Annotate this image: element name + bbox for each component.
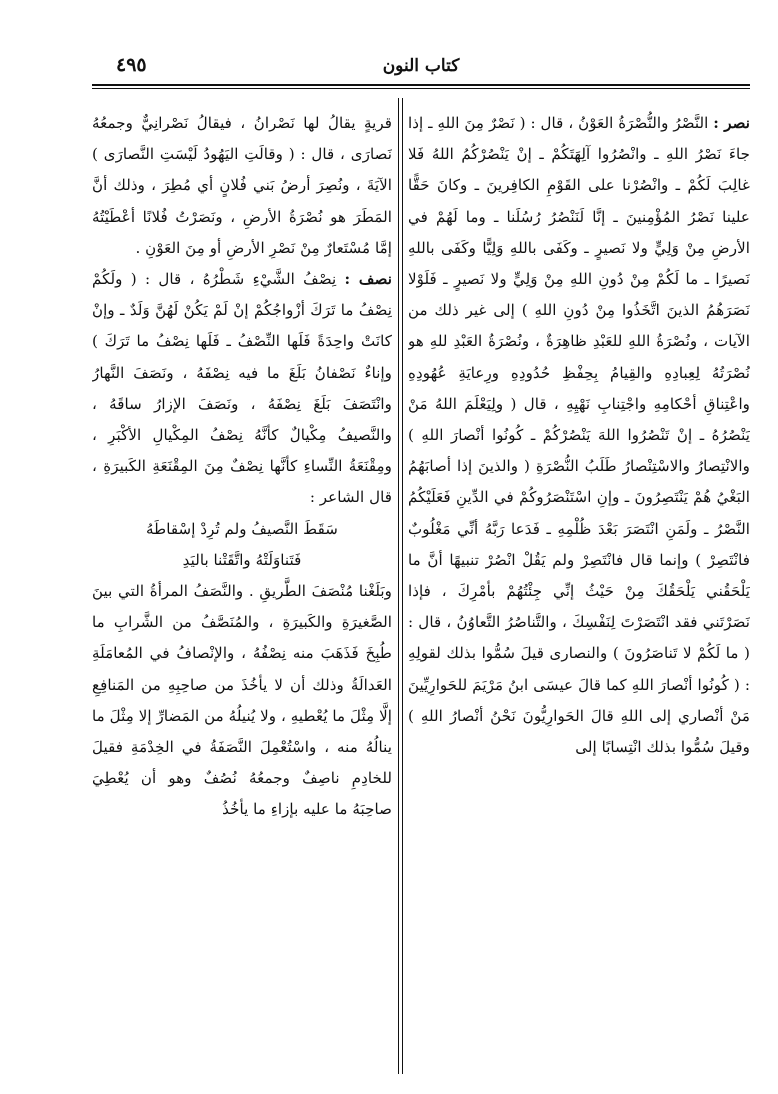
entry-nasf [92,264,392,514]
entry-nasr-continued: قريةٍ يقالُ لها نَصْرانُ ، فيقالُ نَصْرانِيٌّ وجمعُهُ نَصارَى ، قال : ( وقالَتِ اليَهُودُ لَيْسَتِ النَّصارَى ) الآيَةَ ، ونُصِرَ أرضُ بَني فُلانٍ أي مُطِرَ ، وذلك أنَّ المَطَرَ هو نُصْرَةُ الأرضِ ، ونَصَرْتُ فُلانًا أعْطَيْتُهُ إمَّا مُسْتَعارٌ مِنْ نَصْرِ الأرضِ أو مِنَ العَوْنِ . [92,114,392,257]
column-divider [398,98,399,1074]
chapter-title: كتاب النون [382,56,460,76]
entry-head-nasf: نصف : [344,270,392,289]
entry-text-nasf: نِصْفُ الشَّيْءِ شَطْرُهُ ، قال : ( ولَكُمْ نِصْفُ ما تَرَكَ أزْواجُكُمْ إنْ لَمْ يَكُنْ لَهُنَّ وَلَدٌ ـ وإنْ كانَتْ واحِدَةً فَلَها النِّصْفُ ـ فَلَها نِصْفُ ما تَرَكَ ) وإناءٌ نَصْفانُ بَلَغَ ما فيه نِصْفَهُ ، ونَصَفَ النَّهارُ وانْتَصَفَ بَلَغَ نِصْفَهُ ، ونَصَفَ الإزارُ ساقَهُ ، والنَّصيفُ مِكْيالٌ كأنَّهُ نِصْفُ المِكْيالِ الأكْبَرِ ، ومِقْنَعَةُ النِّساءِ كأنَّها نِصْفٌ مِنَ المِقْنَعَةِ الكَبيرَةِ ، قال الشاعر : [92,270,392,507]
right-column [408,108,750,1078]
poetry-verse [92,514,392,576]
left-column [92,108,392,1078]
verse-line-2: فَتَناوَلَتْهُ واتَّقَتْنا باليَدِ [182,550,302,569]
page-header [92,46,750,80]
header-rule [92,84,750,86]
entry-text-nasr: النَّصْرُ والنُّصْرَةُ العَوْنُ ، قال : ( نَصْرٌ مِنَ اللهِ ـ إذا جاءَ نَصْرُ اللهِ ـ وانْصُرُوا آلِهَتَكُمْ ـ إنْ يَنْصُرْكُمُ اللهُ فَلا غالِبَ لَكُمْ ـ وانْصُرْنا على القَوْمِ الكافِرينَ ـ وكانَ حَقًّا علينا نَصْرُ المُؤْمِنينَ ـ إنَّا لَنَنْصُرُ رُسُلَنا ـ وما لَهُمْ في الأرضِ مِنْ وَلِيٍّ ولا نَصيرٍ ـ وكَفَى باللهِ وَلِيًّا وكَفَى باللهِ نَصيرًا ـ ما لَكُمْ مِنْ دُونِ اللهِ مِنْ وَلِيٍّ ولا نَصيرٍ ـ فَلَوْلا نَصَرَهُمُ الذينَ اتَّخَذُوا مِنْ دُونِ اللهِ ) إلى غير ذلك من الآيات ، ونُصْرَةُ اللهِ للعَبْدِ ظاهِرَةٌ ، ونُصْرَةُ العَبْدِ للهِ هو نُصْرَتُهُ لِعِبادِهِ والقِيامُ بِحِفْظِ حُدُودِهِ ورِعايَةِ عُهُودِهِ واعْتِناقِ أحْكامِهِ واجْتِنابِ نَهْيِهِ ، قال ( ولِيَعْلَمَ اللهُ مَنْ يَنْصُرُهُ ـ إنْ تَنْصُرُوا اللهَ يَنْصُرْكُمْ ـ كُونُوا أنْصارَ اللهِ ) والانْتِصارُ والاسْتِنْصارُ طَلَبُ النُّصْرَةِ ( والذينَ إذا أصابَهُمُ البَغْيُ هُمْ يَنْتَصِرُونَ ـ وإنِ اسْتَنْصَرُوكُمْ في الدِّينِ فَعَلَيْكُمُ النَّصْرُ ـ ولَمَنِ انْتَصَرَ بَعْدَ ظُلْمِهِ ـ فَدَعا رَبَّهُ أنِّي مَغْلُوبٌ فانْتَصِرْ ) وإنما قال فانْتَصِرْ ولم يَقُلْ انْصُرْ تنبيهًا أنَّ ما يَلْحَقُني يَلْحَقُكَ مِنْ حَيْثُ إنِّي جِئْتُهُمْ بأمْرِكَ ، فإذا نَصَرْتَني فقد انْتَصَرْتَ لِنَفْسِكَ ، والتَّناصُرُ التَّعاوُنُ ، قال : ( ما لَكُمْ لا تَناصَرُونَ ) والنصارى قيلَ سُمُّوا بذلك لقولِهِ : ( كُونُوا أنْصارَ اللهِ كما قالَ عيسَى ابنُ مَرْيَمَ للحَوارِيِّينَ مَنْ أنْصاري إلى اللهِ قالَ الحَوارِيُّونَ نَحْنُ أنْصارُ اللهِ ) وقيلَ سُمُّوا بذلك انْتِسابًا إلى [408,114,750,757]
entry-head-nasr: نصر : [713,114,750,132]
page-number: ٤٩٥ [116,54,147,76]
entry-nasf-continued: وبَلَغْنا مُنْصَفَ الطَّريقِ . والنَّصَفُ المرأةُ التي بينَ الصَّغيرَةِ والكَبيرَةِ ، والمُنَصَّفُ من الشَّرابِ ما طُبِخَ فَذَهَبَ منه نِصْفُهُ ، والإنْصافُ في المُعامَلَةِ العَدالَةُ وذلك أن لا يأخُذَ من صاحِبِهِ من المَنافِعِ إلَّا مِثْلَ ما يُعْطيهِ ، ولا يُنيلُهُ من المَضارِّ إلا مِثْلَ ما ينالُهُ منه ، واسْتُعْمِلَ النَّصَفَةُ في الخِدْمَةِ فقيلَ للخادِمِ ناصِفٌ وجمعُهُ نُصُفٌ وهو أن يُعْطِيَ صاحِبَهُ ما عليه بإزاءِ ما يأخُذُ [92,582,392,819]
header-rule-thin [92,88,750,89]
column-divider-inner [402,98,403,1074]
entry-nasr [408,108,750,763]
verse-line-1: سَقَطَ النَّصيفُ ولم تُرِدْ إسْقاطَهُ [146,519,338,538]
